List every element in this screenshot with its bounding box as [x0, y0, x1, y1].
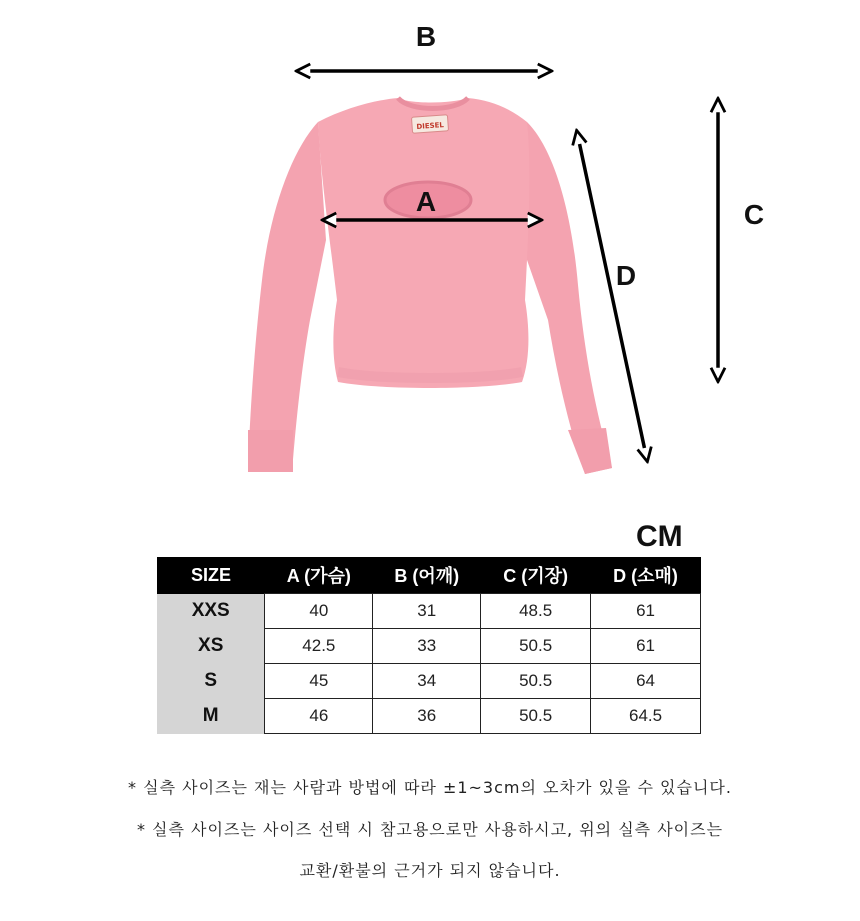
table-header-row — [157, 557, 701, 594]
header-size: SIZE — [157, 557, 265, 594]
header-a: A (가슴) — [265, 557, 373, 594]
sweater-illustration — [248, 98, 612, 474]
value-b: 33 — [373, 629, 481, 664]
label-b: B — [415, 21, 437, 52]
value-c: 50.5 — [481, 629, 591, 664]
value-b: 34 — [373, 664, 481, 699]
table-row — [157, 629, 701, 664]
table-row — [157, 699, 701, 734]
value-a: 40 — [265, 594, 373, 629]
value-d: 64 — [591, 664, 701, 699]
size-table — [157, 557, 701, 734]
value-c: 50.5 — [481, 699, 591, 734]
note-line-1: * 실측 사이즈는 재는 사람과 방법에 따라 ±1~3cm의 오차가 있을 수 있습니다. — [128, 778, 732, 797]
header-c: C (기장) — [481, 557, 591, 594]
value-c: 48.5 — [481, 594, 591, 629]
label-d: D — [615, 260, 637, 291]
value-d: 61 — [591, 629, 701, 664]
value-a: 45 — [265, 664, 373, 699]
size-cell: S — [157, 664, 265, 699]
value-a: 42.5 — [265, 629, 373, 664]
value-b: 31 — [373, 594, 481, 629]
value-d: 64.5 — [591, 699, 701, 734]
note-line-2: * 실측 사이즈는 사이즈 선택 시 참고용으로만 사용하시고, 위의 실측 사이즈는 — [136, 820, 724, 839]
header-d: D (소매) — [591, 557, 701, 594]
value-a: 46 — [265, 699, 373, 734]
value-c: 50.5 — [481, 664, 591, 699]
label-a: A — [415, 186, 437, 217]
brand-tag-text: DIESEL — [416, 121, 445, 131]
note-line-3: 교환/환불의 근거가 되지 않습니다. — [299, 861, 561, 880]
size-cell: XXS — [157, 594, 265, 629]
table-row — [157, 664, 701, 699]
header-b: B (어깨) — [373, 557, 481, 594]
table-row — [157, 594, 701, 629]
value-b: 36 — [373, 699, 481, 734]
size-cell: XS — [157, 629, 265, 664]
value-d: 61 — [591, 594, 701, 629]
size-cell: M — [157, 699, 265, 734]
unit-label: CM — [636, 520, 683, 553]
label-c: C — [743, 199, 765, 230]
